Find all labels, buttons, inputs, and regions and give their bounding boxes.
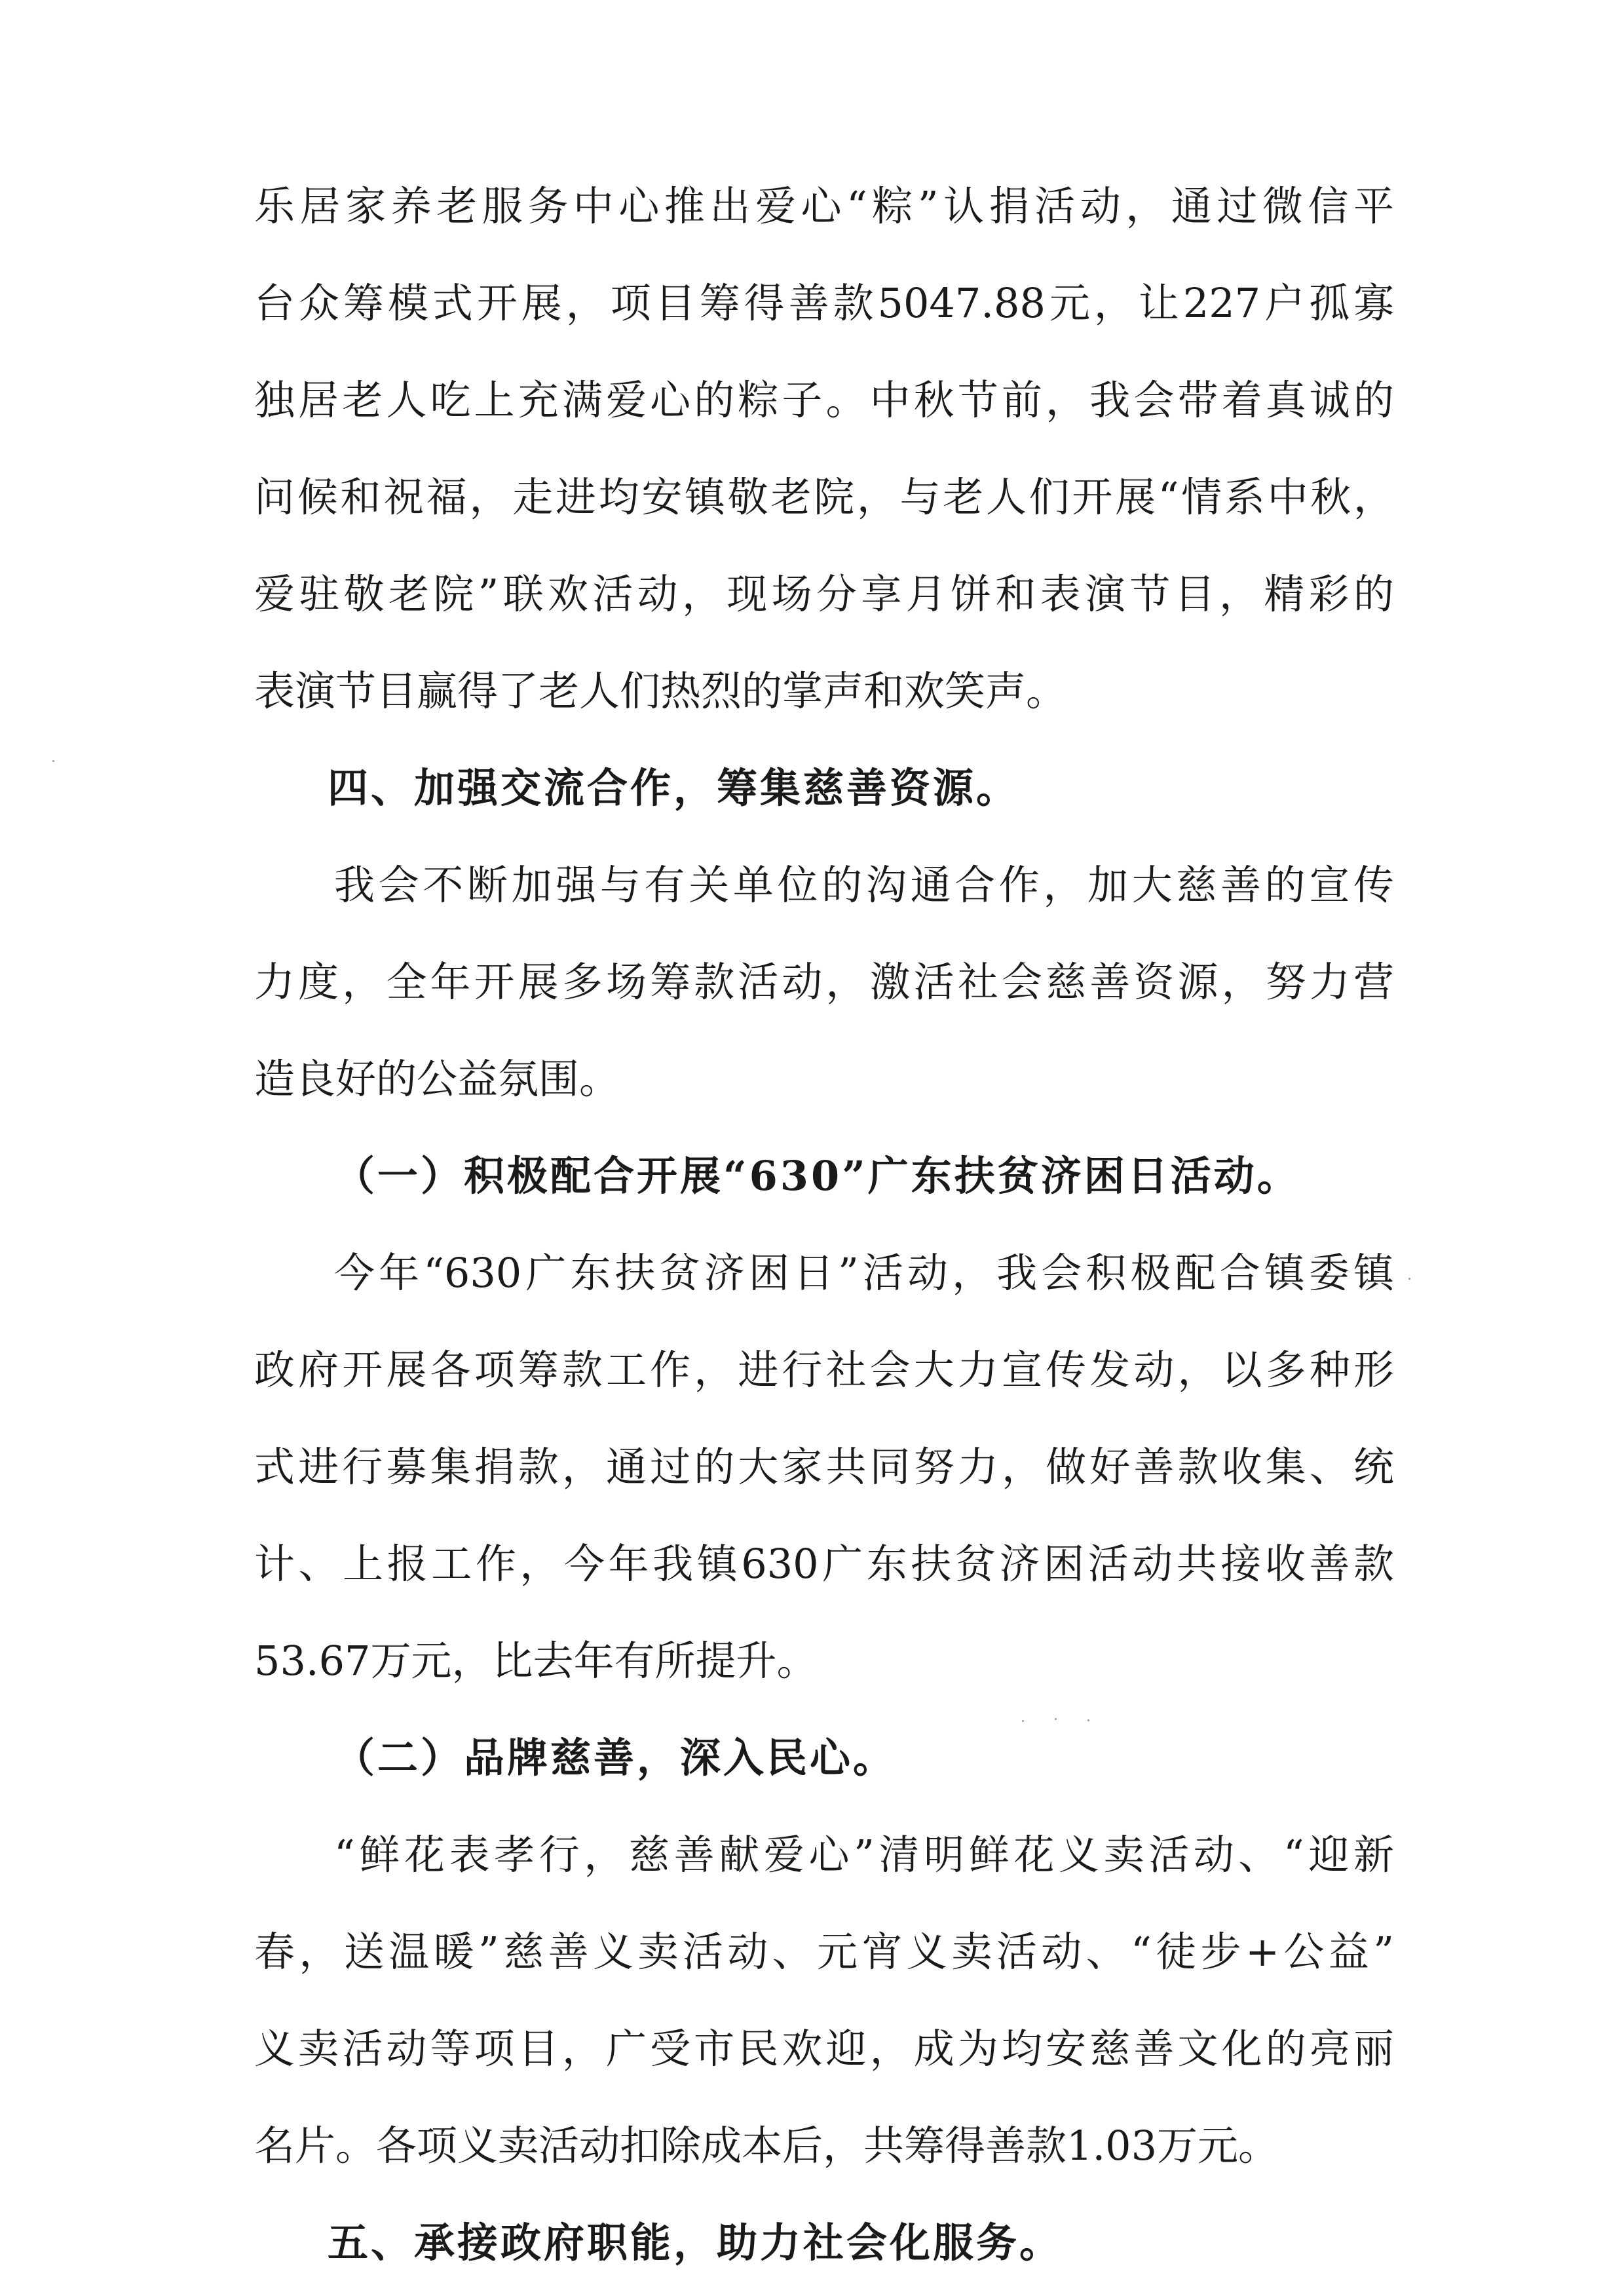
sub-1-line-2: 政府开展各项筹款工作，进行社会大力宣传发动，以多种形 bbox=[254, 1346, 1394, 1394]
sub-2-line-3: 义卖活动等项目，广受市民欢迎，成为均安慈善文化的亮丽 bbox=[254, 2025, 1394, 2073]
scan-speck bbox=[1022, 1720, 1024, 1722]
paragraph-1-line-3: 独居老人吃上充满爱心的粽子。中秋节前，我会带着真诚的 bbox=[254, 376, 1394, 424]
paragraph-1-line-1: 乐居家养老服务中心推出爱心“粽”认捐活动，通过微信平 bbox=[254, 182, 1394, 230]
section-4-line-2: 力度，全年开展多场筹款活动，激活社会慈善资源，努力营 bbox=[254, 958, 1394, 1006]
sub-1-line-3: 式进行募集捐款，通过的大家共同努力，做好善款收集、统 bbox=[254, 1443, 1394, 1491]
section-4-line-1: 我会不断加强与有关单位的沟通合作，加大慈善的宣传 bbox=[334, 861, 1394, 909]
paragraph-1-line-5: 爱驻敬老院”联欢活动，现场分享月饼和表演节目，精彩的 bbox=[254, 570, 1394, 618]
scan-speck bbox=[1055, 1718, 1057, 1720]
sub-1-line-5: 53.67万元，比去年有所提升。 bbox=[254, 1637, 818, 1685]
sub-2-heading: （二）品牌慈善，深入民心。 bbox=[334, 1734, 897, 1782]
sub-2-line-1: “鲜花表孝行，慈善献爱心”清明鲜花义卖活动、“迎新 bbox=[334, 1831, 1394, 1879]
paragraph-1-line-6: 表演节目赢得了老人们热烈的掌声和欢笑声。 bbox=[254, 667, 1067, 715]
section-4-line-3: 造良好的公益氛围。 bbox=[254, 1055, 620, 1103]
sub-1-line-4: 计、上报工作，今年我镇630广东扶贫济困活动共接收善款 bbox=[254, 1540, 1394, 1588]
sub-2-line-2: 春，送温暖”慈善义卖活动、元宵义卖活动、“徒步+公益” bbox=[254, 1928, 1394, 1976]
section-5-heading: 五、承接政府职能，助力社会化服务。 bbox=[328, 2219, 1063, 2267]
section-4-heading: 四、加强交流合作，筹集慈善资源。 bbox=[328, 764, 1020, 812]
sub-1-heading: （一）积极配合开展“630”广东扶贫济困日活动。 bbox=[334, 1152, 1300, 1200]
scan-speck bbox=[52, 760, 54, 762]
paragraph-1-line-2: 台众筹模式开展，项目筹得善款5047.88元，让227户孤寡 bbox=[254, 279, 1394, 327]
scan-speck bbox=[1087, 1719, 1089, 1721]
sub-2-line-4: 名片。各项义卖活动扣除成本后，共筹得善款1.03万元。 bbox=[254, 2122, 1279, 2170]
scan-speck bbox=[1408, 1278, 1410, 1280]
paragraph-1-line-4: 问候和祝福，走进均安镇敬老院，与老人们开展“情系中秋， bbox=[254, 473, 1394, 521]
sub-1-line-1: 今年“630广东扶贫济困日”活动，我会积极配合镇委镇 bbox=[334, 1249, 1394, 1297]
